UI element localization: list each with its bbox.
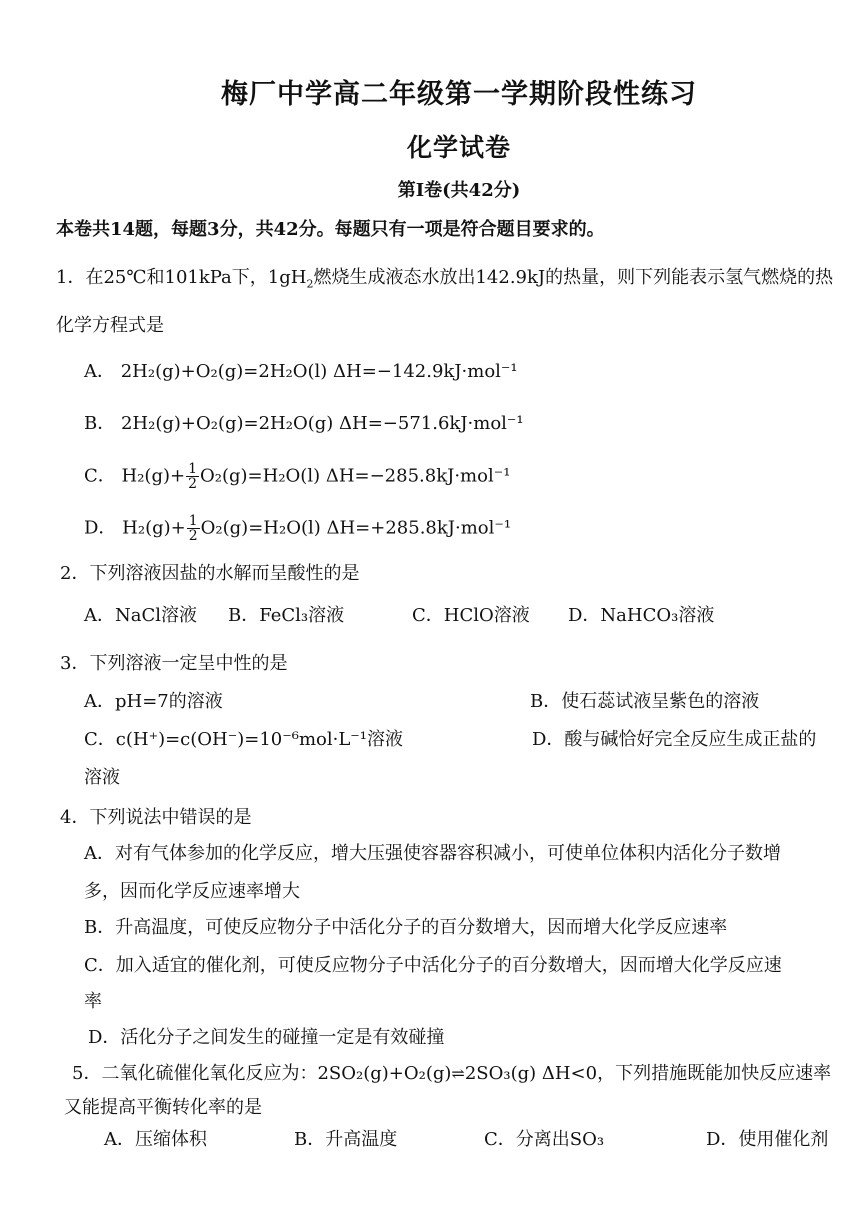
q4-option-a-line1: A．对有气体参加的化学反应，增大压强使容器容积减小，可使单位体积内活化分子数增 (84, 843, 781, 864)
q1-option-b (84, 412, 524, 436)
q1-stem-line1 (56, 266, 833, 290)
q2-option-d: D．NaHCO₃溶液 (568, 605, 715, 626)
instructions: 本卷共14题，每题3分，共42分。每题只有一项是符合题目要求的。 (56, 219, 605, 240)
q4-option-d: D．活化分子之间发生的碰撞一定是有效碰撞 (88, 1027, 445, 1048)
q5-stem-post: 2SO₃(g) ΔH<0，下列措施既能加快反应速率 (464, 1063, 832, 1084)
q3-option-d-line2: 溶液 (84, 767, 120, 788)
q1-stem-text: 1．在25℃和101kPa下，1gH (56, 267, 307, 288)
q1-option-d-eq-pre: H₂(g)+ (122, 517, 186, 539)
q1-stem-line2: 化学方程式是 (56, 315, 164, 336)
q3-option-a: A．pH=7的溶液 (84, 691, 223, 712)
q4-option-b: B．升高温度，可使反应物分子中活化分子的百分数增大，因而增大化学反应速率 (84, 917, 728, 938)
q3-option-d-line1: D．酸与碱恰好完全反应生成正盐的 (532, 729, 817, 750)
q5-stem-line1 (72, 1062, 831, 1086)
fraction-one-half: $\frac{1}{2}$ (188, 461, 197, 492)
q1-option-b-eq: 2H₂(g)+O₂(g)=2H₂O(g) ΔH=−571.6kJ·mol⁻¹ (120, 413, 524, 434)
q1-stem-text-rest: 燃烧生成液态水放出142.9kJ的热量，则下列能表示氢气燃烧的热 (313, 267, 834, 288)
q1-stem-sub: 2 (306, 277, 314, 291)
q2-option-b: B．FeCl₃溶液 (228, 605, 345, 626)
q1-option-c-eq-pre: H₂(g)+ (121, 465, 186, 487)
q4-option-c-line1: C．加入适宜的催化剂，可使反应物分子中活化分子的百分数增大，因而增大化学反应速 (84, 955, 782, 976)
q1-option-c (84, 462, 510, 491)
q3-option-c: C．c(H⁺)=c(OH⁻)=10⁻⁶mol·L⁻¹溶液 (84, 729, 404, 750)
q5-stem-line2: 又能提高平衡转化率的是 (64, 1097, 262, 1118)
q4-stem: 4．下列说法中错误的是 (60, 807, 252, 828)
q3-option-b: B．使石蕊试液呈紫色的溶液 (530, 691, 760, 712)
section-title: 第Ⅰ卷(共42分) (397, 180, 521, 201)
q3-stem: 3．下列溶液一定呈中性的是 (60, 653, 288, 674)
q5-option-d: D．使用催化剂 (706, 1129, 829, 1150)
q5-option-b: B．升高温度 (294, 1129, 398, 1150)
q1-option-d-eq-post: O₂(g)=H₂O(l) ΔH=+285.8kJ·mol⁻¹ (200, 517, 512, 539)
q4-option-c-line2: 率 (84, 991, 102, 1012)
q1-option-c-label: C． (84, 465, 116, 487)
school-title: 梅厂中学高二年级第一学期阶段性练习 (221, 79, 697, 110)
subject-title: 化学试卷 (406, 133, 511, 162)
q1-option-a-eq: 2H₂(g)+O₂(g)=2H₂O(l) ΔH=−142.9kJ·mol⁻¹ (120, 361, 518, 382)
q5-option-c: C．分离出SO₃ (484, 1129, 605, 1150)
q1-option-b-label: B． (84, 413, 116, 434)
q5-stem-pre: 5．二氧化硫催化氧化反应为：2SO₂(g)+O₂(g) (72, 1063, 452, 1084)
q1-option-a-label: A． (84, 361, 115, 382)
q5-option-a: A．压缩体积 (104, 1129, 207, 1150)
q2-option-a: A．NaCl溶液 (84, 605, 198, 626)
q4-option-a-line2: 多，因而化学反应速率增大 (84, 881, 300, 902)
q1-option-c-eq-post: O₂(g)=H₂O(l) ΔH=−285.8kJ·mol⁻¹ (200, 465, 511, 487)
q2-option-c: C．HClO溶液 (412, 605, 530, 626)
q1-option-d (84, 514, 511, 543)
q1-option-a (84, 360, 518, 384)
q1-option-d-label: D． (84, 517, 117, 539)
q2-stem: 2．下列溶液因盐的水解而呈酸性的是 (60, 563, 360, 584)
fraction-one-half: $\frac{1}{2}$ (188, 513, 198, 544)
equilibrium-arrow-icon: ⇌ (451, 1064, 465, 1083)
